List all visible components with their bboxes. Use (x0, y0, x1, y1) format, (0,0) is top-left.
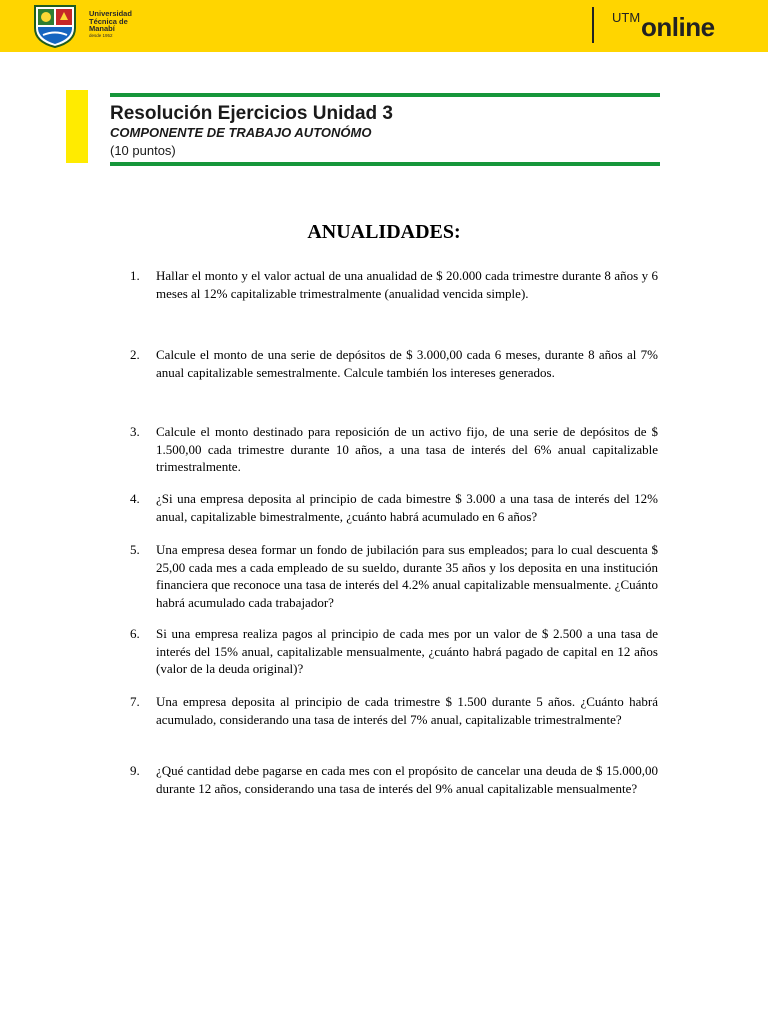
university-name (89, 10, 132, 39)
header-divider (592, 7, 594, 43)
exercise-text: Calcule el monto destinado para reposición de un activo fijo, de una serie de depósitos de $ 1.500,00 cada trimestre durante 10 años, a una tasa de interés del 6% anual capitalizable trimestralmente. (156, 424, 658, 474)
exercise-text: Hallar el monto y el valor actual de una anualidad de $ 20.000 cada trimestre durante 8 años y 6 meses al 12% capitalizable trimestralmente (anualidad vencida simple). (156, 268, 658, 301)
brand-utm: UTM (612, 10, 641, 25)
exercise-text: ¿Qué cantidad debe pagarse en cada mes con el propósito de cancelar una deuda de $ 15.000,00 durante 12 años, considerando una tasa de interés del 9% anual capitalizable mensualmente? (156, 763, 658, 796)
exercise-text: Una empresa deposita al principio de cada trimestre $ 1.500 durante 5 años. ¿Cuánto habrá acumulado, considerando una tasa de interés del 7% anual, capitalizable trimestralmente? (156, 694, 658, 727)
exercise-text: Calcule el monto de una serie de depósitos de $ 3.000,00 cada 6 meses, durante 8 años al 7% anual capitalizable semestralmente. Calcule también los intereses generados. (156, 347, 658, 380)
exercise-number: 4. (130, 491, 140, 506)
header-bar (0, 0, 768, 52)
exercise-number: 7. (130, 694, 140, 709)
university-since: desde 1952 (89, 32, 113, 38)
green-rule-bottom (110, 162, 660, 166)
exercise-number: 1. (130, 268, 140, 283)
exercise-text: Si una empresa realiza pagos al principio de cada mes por un valor de $ 2.500 a una tasa de interés del 15% anual, capitalizable mensualmente, ¿cuánto habrá pagado de capital en 12 años (valor de la deuda original)? (156, 626, 658, 676)
accent-block (66, 90, 88, 163)
university-name-line: Manabí (89, 24, 115, 33)
exercise-number: 3. (130, 424, 140, 439)
exercise-number: 5. (130, 542, 140, 557)
exercise-text: ¿Si una empresa deposita al principio de cada bimestre $ 3.000 a una tasa de interés del 12% anual, capitalizable bimestralmente, ¿cuánto habrá acumulado en 6 años? (156, 491, 658, 524)
brand-online: online (641, 12, 715, 42)
university-name-line: Técnica de (89, 16, 128, 26)
document-points: (10 puntos) (110, 143, 176, 158)
exercise-number: 6. (130, 626, 140, 641)
green-rule-top (110, 93, 660, 97)
university-crest-logo (33, 4, 77, 48)
document-title: Resolución Ejercicios Unidad 3 (110, 103, 393, 124)
section-heading: ANUALIDADES: (307, 221, 461, 243)
university-name-line: Universidad (89, 9, 132, 18)
exercise-number: 9. (130, 763, 140, 778)
document-subtitle: COMPONENTE DE TRABAJO AUTONÓMO (110, 125, 372, 140)
exercise-number: 2. (130, 347, 140, 362)
exercise-text: Una empresa desea formar un fondo de jubilación para sus empleados; para lo cual descuenta $ 25,00 cada mes a cada empleado de su sueldo, durante 35 años y los deposita en una institución financiera que reconoce una tasa de interés del 4.2% anual capitalizable mensualmente. ¿Cuánto habrá acumulado cada trabajador? (156, 542, 658, 610)
